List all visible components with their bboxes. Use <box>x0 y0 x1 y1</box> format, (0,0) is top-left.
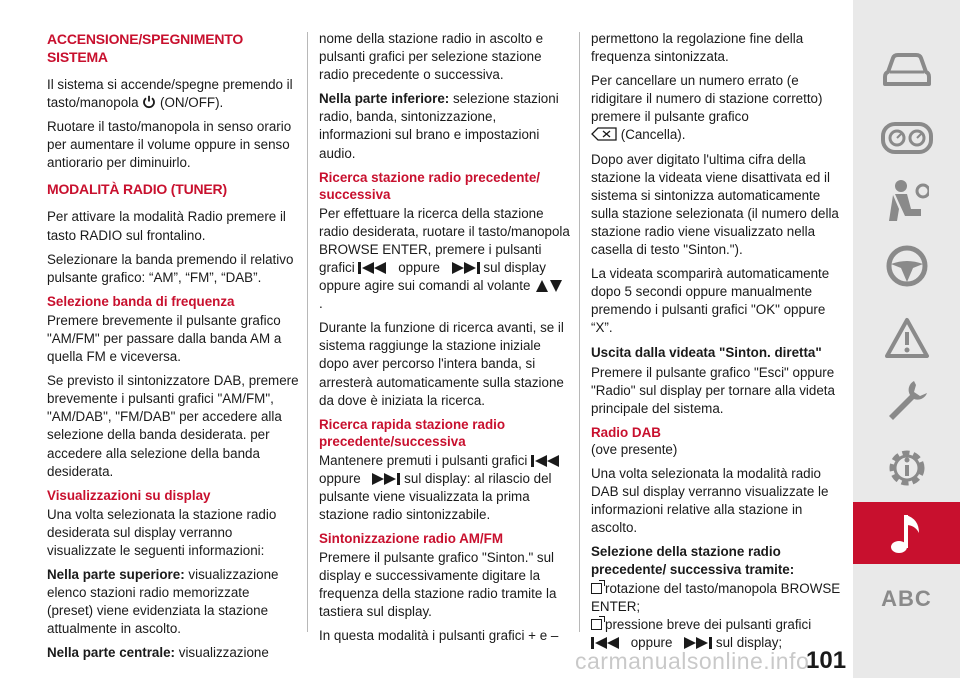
page-number: 101 <box>806 647 847 674</box>
para-volume: Ruotare il tasto/manopola in senso orario per aumentare il volume oppure in senso antiorario per diminuirlo. <box>47 119 292 171</box>
text: visualizzazione <box>178 645 269 661</box>
seek-back-icon <box>531 455 567 467</box>
sidebar-item-index[interactable]: ABC <box>881 586 932 611</box>
square-bullet-icon <box>591 583 602 594</box>
para-last: Dopo aver digitato l'ultima cifra della stazione la videata viene disattivata ed il sistema si sintonizza automaticamente sulla stazione selezionata (il numero della stazione radio viene visualizzato nella casella di testo "Sinton."). <box>591 151 839 258</box>
para-dab-present: (ove presente) <box>591 441 678 457</box>
seek-forward-icon <box>444 262 480 274</box>
seek-back-icon <box>591 637 627 649</box>
text: oppure <box>319 470 361 486</box>
para-fast <box>319 452 571 524</box>
para-radio: Per attivare la modalità Radio premere il tasto RADIO sul frontalino. <box>47 209 286 243</box>
list-item <box>591 580 843 616</box>
sidebar-item-technical-data[interactable] <box>853 438 960 498</box>
column-divider <box>579 32 580 632</box>
para-cancel <box>591 72 843 144</box>
text: selezione stazioni radio, banda, sintonizzazione, informazioni sul brano e impostazioni audio. <box>319 91 559 161</box>
label: Uscita dalla videata "Sinton. diretta" <box>591 344 822 360</box>
dashboard-gauge-icon <box>881 121 933 155</box>
heading-dab: Radio DAB <box>591 424 661 440</box>
text: Per effettuare la ricerca della stazione radio desiderata, ruotare il tasto/manopola BROWSE ENTER, premere i pulsanti grafici <box>319 205 570 275</box>
text: (Cancella). <box>620 127 686 143</box>
column-3 <box>591 30 843 652</box>
heading-fast: Ricerca rapida stazione radio precedente/successiva <box>319 416 506 449</box>
car-icon <box>882 50 932 90</box>
heading-radio: MODALITÀ RADIO (TUNER) <box>47 181 227 198</box>
steering-wheel-icon <box>885 244 929 288</box>
wrench-icon <box>884 377 930 423</box>
para-band: Selezionare la banda premendo il relativo pulsante grafico: “AM”, “FM”, “DAB”. <box>47 251 294 285</box>
sidebar-item-dashboard[interactable] <box>853 108 960 168</box>
heading-search: Ricerca stazione radio precedente/ successiva <box>319 169 541 202</box>
para-bottom <box>319 90 571 162</box>
column-1 <box>47 30 299 668</box>
square-bullet-icon <box>591 619 602 630</box>
seek-forward-icon <box>676 637 712 649</box>
para-onoff <box>47 76 299 112</box>
label: Nella parte centrale: <box>47 645 176 661</box>
column-divider <box>307 32 308 632</box>
heading-tune: Sintonizzazione radio AM/FM <box>319 531 503 547</box>
para-cont: nome della stazione radio in ascolto e pulsanti grafici per selezione stazione radio precedente o successiva. <box>319 31 544 83</box>
text: oppure <box>398 259 440 275</box>
sidebar-item-car[interactable] <box>853 40 960 100</box>
watermark: carmanualsonline.info <box>575 648 810 674</box>
sidebar-item-multimedia[interactable] <box>853 502 960 564</box>
heading-display: Visualizzazioni su display <box>47 487 211 503</box>
text: sul display oppure agire sui comandi al volante <box>319 259 546 294</box>
warning-triangle-icon <box>884 317 930 359</box>
para-tune: Premere il pulsante grafico "Sinton." sul display e successivamente digitare la frequenza della stazione radio tramite la tastiera sul display. <box>319 550 557 620</box>
heading-sel <box>591 543 843 579</box>
power-icon <box>142 95 156 109</box>
seek-back-icon <box>358 262 394 274</box>
text: Mantenere premuti i pulsanti grafici <box>319 452 528 468</box>
para-dab: Se previsto il sintonizzatore DAB, premere brevemente i pulsanti grafici "AM/FM", "AM/DAB", "FM/DAB" per accedere alla selezione della banda desiderata. per accedere alla selezione della banda desiderata. <box>47 373 299 479</box>
label: Nella parte superiore: <box>47 566 185 582</box>
airbag-seat-icon <box>885 179 929 225</box>
text: oppure <box>630 634 673 650</box>
sidebar-item-maintenance[interactable] <box>853 370 960 430</box>
steering-up-down-icon <box>534 280 564 292</box>
column-2 <box>319 30 571 652</box>
text: sul display; <box>715 634 783 650</box>
label: Selezione della stazione radio precedente/ successiva tramite: <box>591 544 795 578</box>
text: sul display: al rilascio del pulsante viene visualizzata la prima stazione radio sintonizzabile. <box>319 470 552 522</box>
text: Il sistema si accende/spegne premendo il tasto/manopola <box>47 77 293 111</box>
para-fine: permettono la regolazione fine della frequenza sintonizzata. <box>591 31 804 65</box>
para-dab-info: Una volta selezionata la modalità radio DAB sul display verranno visualizzate le informazioni relative alla stazione in ascolto. <box>591 465 829 536</box>
music-note-icon <box>889 511 925 555</box>
heading-onoff: ACCENSIONE/SPEGNIMENTO SISTEMA <box>47 31 244 65</box>
info-gear-icon <box>883 444 931 492</box>
text: Per cancellare un numero errato (e ridigitare il numero di stazione corretto) premere il pulsante grafico <box>591 73 823 125</box>
sidebar-item-safety[interactable] <box>853 172 960 232</box>
text: . <box>319 296 323 312</box>
para-center <box>47 644 299 662</box>
para-top <box>47 566 299 638</box>
sidebar-item-driving[interactable] <box>853 236 960 296</box>
text: visualizzazione elenco stazioni radio memorizzate (preset) viene evidenziata la stazione attualmente in ascolto. <box>47 566 279 637</box>
para-during: Durante la funzione di ricerca avanti, se il sistema raggiunge la stazione iniziale dopo aver percorso l'intera banda, si arresterà automaticamente sulla stazione da dove è iniziata la ricerca. <box>319 320 564 408</box>
heading-exit <box>591 344 843 362</box>
seek-forward-icon <box>364 473 400 485</box>
para-exit: Premere il pulsante grafico "Esci" oppure "Radio" sul display per tornare alla videta principale del sistema. <box>591 364 835 416</box>
sidebar-item-warnings[interactable] <box>853 308 960 368</box>
label: Nella parte inferiore: <box>319 91 450 107</box>
text: (ON/OFF). <box>160 95 224 111</box>
para-search <box>319 205 571 314</box>
para-display: Una volta selezionata la stazione radio desiderata sul display verranno visualizzate le seguenti informazioni: <box>47 506 277 558</box>
text: rotazione del tasto/manopola BROWSE ENTER; <box>591 580 841 614</box>
text: pressione breve dei pulsanti grafici <box>605 616 812 632</box>
para-auto: La videata scomparirà automaticamente dopo 5 secondi oppure manualmente premendo i pulsanti grafici "OK" oppure “X”. <box>591 266 830 336</box>
backspace-icon <box>591 127 617 141</box>
section-sidebar <box>853 0 960 678</box>
para-amfm: Premere brevemente il pulsante grafico "AM/FM" per passare dalla banda AM a quella FM e viceversa. <box>47 312 282 365</box>
para-plusminus: In questa modalità i pulsanti grafici + e – <box>319 628 559 644</box>
heading-band: Selezione banda di frequenza <box>47 293 235 309</box>
